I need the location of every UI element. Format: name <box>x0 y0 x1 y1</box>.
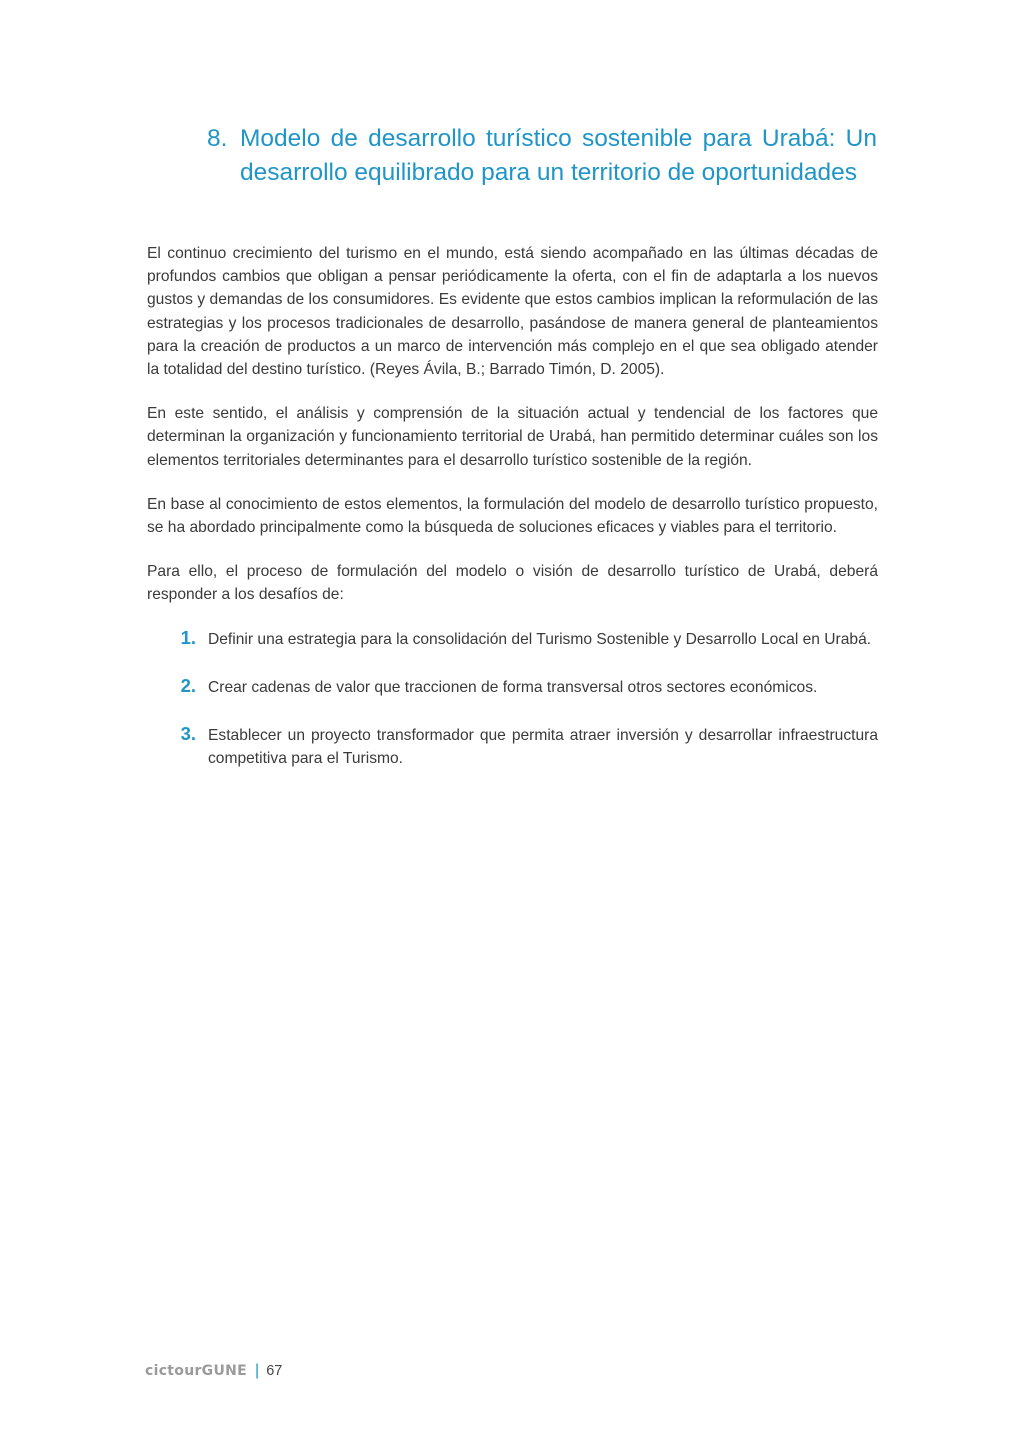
footer-separator: | <box>255 1362 260 1379</box>
list-item-number: 1. <box>180 626 196 648</box>
paragraph: En este sentido, el análisis y comprensión de la situación actual y tendencial de los factores que determinan la organización y funcionamiento territorial de Urabá, han permitido determinar cuáles son los elementos territoriales determinantes para el desarrollo turístico sostenible de la región. <box>147 405 878 469</box>
list-item-text: Establecer un proyecto transformador que permita atraer inversión y desarrollar infraestructura competitiva para el Turismo. <box>208 727 878 768</box>
list-item <box>147 628 878 651</box>
list-item-text: Crear cadenas de valor que traccionen de forma transversal otros sectores económicos. <box>208 678 818 696</box>
paragraph: En base al conocimiento de estos elementos, la formulación del modelo de desarrollo turístico propuesto, se ha abordado principalmente como la búsqueda de soluciones eficaces y viables para el territorio. <box>147 495 878 537</box>
section-heading <box>207 122 877 190</box>
list-item-number: 3. <box>180 723 196 745</box>
paragraph: El continuo crecimiento del turismo en el mundo, está siendo acompañado en las últimas décadas de profundos cambios que obligan a pensar periódicamente la oferta, con el fin de adaptarla a los nuevos gustos y demandas de los consumidores. Es evidente que estos cambios implican la reformulación de las estrategias y los procesos tradicionales de desarrollo, pasándose de manera general de planteamientos para la creación de productos a un marco de intervención más complejo en el que sea obligado atender la totalidad del destino turístico. (Reyes Ávila, B.; Barrado Timón, D. 2005). <box>147 245 878 379</box>
paragraph: Para ello, el proceso de formulación del modelo o visión de desarrollo turístico de Urabá, deberá responder a los desafíos de: <box>147 563 878 604</box>
section-number: 8. <box>207 125 228 152</box>
document-body <box>147 242 878 795</box>
page-number: 67 <box>266 1363 283 1379</box>
section-title: Modelo de desarrollo turístico sostenible para Urabá: Un desarrollo equilibrado para un territorio de oportunidades <box>240 125 877 186</box>
challenge-list <box>147 628 878 771</box>
list-item <box>147 676 878 699</box>
list-item-text: Definir una estrategia para la consolidación del Turismo Sostenible y Desarrollo Local en Urabá. <box>208 630 872 648</box>
list-item-number: 2. <box>180 674 196 696</box>
brand-logo: cictourGUNE <box>145 1363 248 1379</box>
list-item <box>147 724 878 770</box>
page-footer <box>145 1362 282 1380</box>
